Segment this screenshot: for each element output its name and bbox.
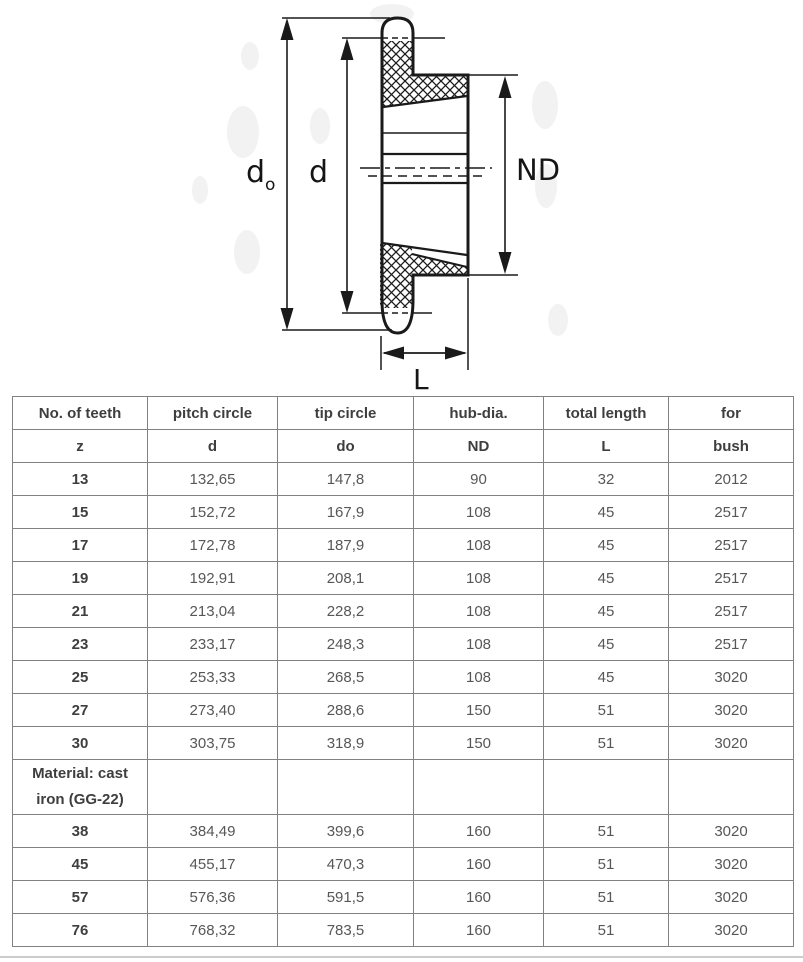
cell-do: 187,9	[278, 529, 414, 562]
cell-do: 228,2	[278, 595, 414, 628]
cell-do: 318,9	[278, 727, 414, 760]
cell-z: 23	[13, 628, 148, 661]
table-subheader-row	[13, 430, 794, 463]
cell-z: 27	[13, 694, 148, 727]
table-row	[13, 628, 794, 661]
table-row	[13, 463, 794, 496]
cell-d: 152,72	[148, 496, 278, 529]
cell-d: 132,65	[148, 463, 278, 496]
table-row	[13, 595, 794, 628]
empty-cell	[414, 760, 544, 815]
cell-nd: 108	[414, 628, 544, 661]
cell-nd: 108	[414, 496, 544, 529]
cell-z: 15	[13, 496, 148, 529]
material-note-row	[13, 760, 794, 815]
cell-z: 13	[13, 463, 148, 496]
table-row	[13, 661, 794, 694]
empty-cell	[278, 760, 414, 815]
cell-nd: 150	[414, 694, 544, 727]
cell-bush: 3020	[669, 914, 794, 947]
label-l: L	[413, 363, 429, 395]
cell-bush: 2517	[669, 496, 794, 529]
cell-l: 45	[544, 496, 669, 529]
cell-l: 45	[544, 529, 669, 562]
cell-bush: 2517	[669, 595, 794, 628]
empty-cell	[669, 760, 794, 815]
cell-d: 213,04	[148, 595, 278, 628]
header-no-of-teeth: No. of teeth	[13, 397, 148, 430]
page-bottom-divider	[0, 956, 803, 958]
table-row	[13, 848, 794, 881]
cell-do: 147,8	[278, 463, 414, 496]
cell-do: 208,1	[278, 562, 414, 595]
cell-do: 783,5	[278, 914, 414, 947]
label-d: d	[309, 155, 329, 190]
cell-d: 768,32	[148, 914, 278, 947]
subheader-d: d	[148, 430, 278, 463]
header-for: for	[669, 397, 794, 430]
cell-nd: 108	[414, 529, 544, 562]
table-row	[13, 529, 794, 562]
table-row	[13, 881, 794, 914]
empty-cell	[148, 760, 278, 815]
cell-l: 51	[544, 815, 669, 848]
cell-bush: 3020	[669, 815, 794, 848]
cell-bush: 3020	[669, 727, 794, 760]
header-pitch-circle: pitch circle	[148, 397, 278, 430]
empty-cell	[544, 760, 669, 815]
cell-d: 576,36	[148, 881, 278, 914]
cell-nd: 160	[414, 914, 544, 947]
header-tip-circle: tip circle	[278, 397, 414, 430]
cell-d: 303,75	[148, 727, 278, 760]
label-do-subscript: o	[265, 175, 276, 195]
table-row	[13, 914, 794, 947]
cell-l: 45	[544, 661, 669, 694]
cell-l: 45	[544, 595, 669, 628]
cell-z: 45	[13, 848, 148, 881]
subheader-l: L	[544, 430, 669, 463]
cell-z: 17	[13, 529, 148, 562]
cell-l: 32	[544, 463, 669, 496]
table-row	[13, 562, 794, 595]
cell-do: 288,6	[278, 694, 414, 727]
cell-d: 273,40	[148, 694, 278, 727]
cell-do: 470,3	[278, 848, 414, 881]
dimension-nd	[468, 75, 518, 275]
sprocket-drawing-svg	[0, 0, 803, 395]
table-header-row	[13, 397, 794, 430]
sprocket-section-diagram	[0, 0, 803, 395]
label-nd: ND	[516, 153, 561, 187]
cell-do: 591,5	[278, 881, 414, 914]
cell-l: 51	[544, 694, 669, 727]
cell-do: 248,3	[278, 628, 414, 661]
subheader-nd: ND	[414, 430, 544, 463]
table-row	[13, 694, 794, 727]
cell-z: 19	[13, 562, 148, 595]
cell-d: 384,49	[148, 815, 278, 848]
cell-z: 38	[13, 815, 148, 848]
cell-bush: 3020	[669, 881, 794, 914]
cell-l: 45	[544, 562, 669, 595]
cell-nd: 108	[414, 661, 544, 694]
cell-bush: 3020	[669, 848, 794, 881]
cell-z: 30	[13, 727, 148, 760]
cell-bush: 2517	[669, 628, 794, 661]
cell-z: 57	[13, 881, 148, 914]
cell-d: 172,78	[148, 529, 278, 562]
cell-nd: 90	[414, 463, 544, 496]
cell-z: 21	[13, 595, 148, 628]
cell-do: 399,6	[278, 815, 414, 848]
cell-d: 455,17	[148, 848, 278, 881]
cell-nd: 160	[414, 881, 544, 914]
cell-bush: 2012	[669, 463, 794, 496]
cell-do: 167,9	[278, 496, 414, 529]
cell-nd: 150	[414, 727, 544, 760]
cell-l: 51	[544, 727, 669, 760]
cell-l: 45	[544, 628, 669, 661]
header-total-length: total length	[544, 397, 669, 430]
cell-bush: 2517	[669, 529, 794, 562]
cell-z: 76	[13, 914, 148, 947]
material-note: Material: cast iron (GG-22)	[13, 760, 148, 815]
label-do: d	[246, 155, 266, 190]
cell-d: 233,17	[148, 628, 278, 661]
subheader-do: do	[278, 430, 414, 463]
cell-l: 51	[544, 881, 669, 914]
table-row	[13, 496, 794, 529]
header-hub-dia: hub-dia.	[414, 397, 544, 430]
cell-nd: 160	[414, 848, 544, 881]
cell-l: 51	[544, 914, 669, 947]
cell-bush: 2517	[669, 562, 794, 595]
subheader-bush: bush	[669, 430, 794, 463]
cell-nd: 108	[414, 595, 544, 628]
sprocket-spec-table	[12, 396, 794, 947]
cell-nd: 160	[414, 815, 544, 848]
cell-d: 192,91	[148, 562, 278, 595]
cell-do: 268,5	[278, 661, 414, 694]
cell-z: 25	[13, 661, 148, 694]
dimension-do	[281, 18, 393, 330]
subheader-z: z	[13, 430, 148, 463]
cell-nd: 108	[414, 562, 544, 595]
cell-l: 51	[544, 848, 669, 881]
cell-bush: 3020	[669, 661, 794, 694]
cell-d: 253,33	[148, 661, 278, 694]
table-row	[13, 815, 794, 848]
cell-bush: 3020	[669, 694, 794, 727]
table-row	[13, 727, 794, 760]
